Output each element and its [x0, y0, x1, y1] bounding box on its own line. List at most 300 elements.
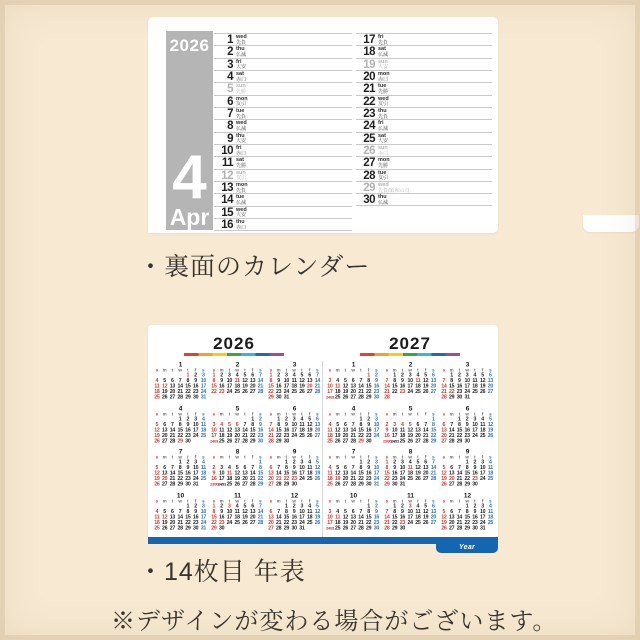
mini-date-cell: 18: [472, 383, 478, 389]
mini-date-cell: 11: [472, 377, 478, 384]
day-row: [356, 45, 492, 57]
mini-date-cell: 8: [458, 421, 461, 428]
mini-date-cell: 20: [161, 475, 168, 482]
mini-date-cell: 17: [226, 514, 233, 521]
day-weekday: tue: [378, 83, 387, 90]
mini-date-cell: 17: [479, 470, 486, 477]
mini-date-cell: 14: [384, 383, 390, 389]
mini-date-cell: 11: [415, 377, 421, 384]
mini-date-cell: 3: [481, 459, 484, 466]
mini-date-cell: 12: [334, 426, 341, 433]
mini-month-number: 5: [408, 404, 413, 412]
day-number: 17: [363, 34, 375, 46]
mini-date-cell: 18: [334, 388, 341, 395]
mini-date-cell: [233, 526, 241, 532]
mini-date-cell: 13: [314, 421, 321, 428]
mini-date-cell: 11: [407, 464, 413, 471]
mini-date-cell: 4: [401, 421, 404, 428]
mini-date-cell: 15: [456, 426, 463, 433]
mini-date-cell: 9: [401, 508, 404, 515]
mini-date-cell: 6: [442, 421, 446, 428]
day-rokuyo: 仏滅: [378, 200, 389, 206]
dow-header-cell: s: [212, 454, 216, 460]
mini-month: [383, 448, 438, 487]
dow-header-cell: f: [367, 498, 370, 504]
month-panel-number: 4: [172, 143, 207, 212]
mini-date-cell: [391, 395, 399, 401]
mini-date-cell: 12: [299, 377, 305, 384]
mini-month-number: 12: [463, 491, 472, 500]
mini-date-cell: 15: [391, 514, 398, 521]
dow-header-cell: w: [178, 454, 182, 460]
mini-date-cell: 26: [242, 388, 248, 395]
mini-date-cell: 6: [416, 421, 420, 428]
mini-date-cell: 21: [456, 519, 463, 526]
day-number: 26: [363, 145, 375, 158]
dow-header-cell: s: [316, 411, 319, 417]
mini-date-cell: 4: [308, 459, 311, 466]
mini-date-cell: [406, 526, 414, 532]
mini-date-cell: 13: [448, 470, 455, 477]
mini-month: [326, 361, 381, 400]
mini-date-cell: 16: [192, 383, 199, 389]
mini-date-cell: 27: [350, 394, 356, 400]
date-column-right: [356, 33, 492, 206]
mini-date-cell: [430, 395, 438, 401]
mini-date-cell: 7: [450, 421, 453, 428]
dow-header-cell: t: [417, 498, 419, 504]
day-rokuyo: 先勝: [236, 88, 247, 95]
mini-date-cell: 6: [351, 377, 355, 384]
mini-month-grid: [440, 499, 495, 532]
mini-date-cell: 12: [154, 470, 160, 477]
mini-date-cell: 1: [178, 459, 182, 466]
mini-month-grid: [326, 368, 381, 401]
mini-date-cell: 23: [373, 388, 380, 395]
mini-date-cell: 31: [299, 525, 305, 532]
mini-date-cell: 19: [161, 519, 168, 526]
mini-date-cell: 16: [384, 432, 390, 439]
mini-date-cell: 31: [192, 481, 199, 488]
day-rokuyo: 大安: [236, 212, 247, 218]
day-meta: [378, 183, 413, 194]
mini-date-cell: 27: [268, 481, 274, 488]
mini-date-cell: 3: [194, 415, 197, 422]
mini-date-cell: 18: [415, 514, 421, 521]
mini-date-cell: 6: [351, 508, 355, 515]
mini-date-cell: 21: [257, 514, 264, 521]
mini-date-cell: 3: [375, 415, 378, 422]
dow-header-cell: t: [458, 367, 461, 373]
dow-header-cell: s: [375, 498, 378, 504]
mini-date-cell: 25: [479, 432, 486, 439]
mini-date-cell: 25: [399, 437, 406, 444]
mini-date-cell: 16: [365, 470, 372, 477]
mini-date-cell: 21: [275, 475, 282, 482]
mini-date-cell: 27: [448, 525, 455, 532]
mini-date-cell: 20: [448, 475, 455, 482]
dow-header-cell: t: [401, 367, 404, 373]
mini-date-cell: 10: [192, 464, 199, 471]
dow-header-cell: m: [219, 411, 224, 417]
mini-date-cell: 19: [154, 432, 160, 439]
mini-date-cell: 10: [211, 426, 217, 433]
day-meta: [236, 146, 247, 157]
mini-date-cell: 28: [358, 394, 364, 400]
day-number: 30: [363, 194, 375, 207]
mini-date-cell: 1: [259, 459, 262, 466]
mini-date-cell: 22: [177, 432, 183, 439]
mini-date-cell: 22: [365, 519, 372, 526]
day-number: 20: [363, 71, 375, 84]
mini-date-cell: 3: [401, 459, 404, 466]
dow-header-cell: w: [408, 367, 412, 373]
mini-date-cell: 9: [220, 508, 223, 515]
day-number: 2: [227, 46, 233, 59]
mini-date-cell: 18: [234, 514, 240, 521]
mini-month-grid: [153, 411, 208, 444]
mini-date-cell: [314, 438, 322, 444]
mini-date-cell: 30: [472, 525, 478, 532]
day-row: [356, 119, 492, 131]
mini-date-cell: 31: [283, 394, 290, 400]
day-number: 29: [363, 182, 375, 195]
mini-date-cell: 20: [342, 475, 349, 482]
mini-date-cell: 14: [275, 514, 282, 521]
mini-date-cell: [249, 526, 257, 532]
mini-date-cell: 23: [399, 519, 406, 526]
mini-date-cell: 1: [393, 372, 396, 378]
dow-header-cell: f: [194, 454, 197, 460]
mini-month-grid: [383, 368, 438, 401]
mini-date-cell: 26: [487, 432, 494, 439]
mini-date-cell: 1: [432, 415, 435, 422]
mini-date-cell: 29: [177, 481, 183, 488]
day-weekday: sat: [378, 46, 386, 53]
mini-date-cell: 4: [300, 415, 304, 422]
mini-date-cell: 6: [269, 464, 273, 471]
mini-date-cell: 6: [171, 508, 174, 515]
dow-header-cell: s: [269, 454, 273, 460]
mini-date-cell: 16: [399, 514, 406, 521]
day-weekday: tue: [236, 108, 245, 115]
mini-date-cell: 26: [342, 525, 349, 532]
mini-date-cell: 30: [275, 394, 282, 400]
mini-date-cell: 8: [277, 421, 280, 428]
mini-date-cell: 18: [154, 388, 160, 395]
dow-header-cell: t: [401, 454, 404, 460]
dow-header-cell: m: [219, 454, 224, 460]
day-rokuyo: 大安: [378, 138, 389, 144]
mini-date-cell: 31: [479, 525, 486, 532]
mini-date-cell: 7: [259, 372, 262, 378]
mini-date-cell: 8: [178, 421, 182, 428]
mini-date-cell: 23: [291, 519, 297, 526]
day-rokuyo: 赤口: [236, 224, 247, 231]
mini-date-cell: 2: [292, 459, 296, 466]
mini-date-cell: 24/31: [210, 438, 219, 444]
dow-header-cell: t: [301, 498, 303, 504]
day-number: 5: [227, 83, 233, 96]
dow-header-cell: w: [235, 454, 239, 460]
mini-date-cell: 11: [299, 421, 305, 428]
mini-date-cell: 17: [200, 383, 207, 389]
mini-date-cell: 8: [186, 508, 190, 515]
mini-date-cell: [200, 438, 208, 444]
dow-header-cell: f: [424, 454, 427, 460]
day-number: 7: [227, 108, 233, 121]
mini-month-number: 6: [292, 404, 297, 412]
dow-header-cell: t: [360, 411, 362, 417]
mini-date-cell: 27: [161, 437, 168, 444]
mini-date-cell: 9: [285, 421, 288, 428]
mini-date-cell: 21: [448, 432, 455, 439]
mini-date-cell: 20: [487, 383, 494, 389]
mini-date-cell: 15: [464, 470, 470, 477]
dow-header-cell: m: [449, 367, 454, 373]
mini-date-cell: [257, 526, 265, 532]
mini-date-cell: 5: [228, 421, 231, 428]
mini-date-cell: 22: [391, 519, 398, 526]
mini-date-cell: 24: [373, 432, 380, 439]
mini-date-cell: 11: [335, 514, 341, 521]
mini-date-cell: [422, 395, 430, 401]
dow-header-cell: f: [367, 411, 370, 417]
mini-month-number: 1: [178, 360, 183, 368]
mini-date-cell: 21: [350, 432, 356, 439]
mini-date-cell: 7: [432, 459, 435, 466]
dow-header-cell: m: [449, 498, 454, 504]
mini-date-cell: 25: [472, 388, 478, 395]
day-rokuyo: 大安: [236, 138, 247, 144]
mini-date-cell: 14: [358, 383, 364, 389]
day-meta: [378, 72, 390, 83]
mini-date-cell: 11: [487, 464, 493, 471]
mini-date-cell: 1: [285, 459, 288, 466]
mini-date-cell: 5: [344, 377, 347, 384]
mini-date-cell: 25: [291, 388, 297, 395]
mini-date-cell: 7: [385, 377, 389, 384]
dow-header-cell: s: [432, 411, 435, 417]
mini-date-cell: 19: [334, 475, 341, 482]
mini-date-cell: 1: [212, 503, 216, 510]
mini-date-cell: [430, 526, 438, 532]
mini-date-cell: 3: [375, 459, 378, 466]
mini-date-cell: 16: [464, 426, 470, 433]
day-rokuyo: 仏滅: [378, 51, 389, 58]
dow-header-cell: t: [360, 498, 362, 504]
mini-date-cell: 19: [314, 514, 321, 521]
mini-date-cell: 9: [186, 421, 190, 428]
mini-date-cell: 21: [384, 519, 390, 526]
caption-back-side: ・裏面のカレンダー: [138, 253, 371, 281]
mini-month-grid: [440, 455, 495, 488]
mini-date-cell: [422, 526, 430, 532]
mini-date-cell: 25: [334, 394, 341, 400]
mini-date-cell: 24: [399, 475, 406, 482]
mini-month: [267, 448, 322, 487]
mini-date-cell: 13: [430, 377, 437, 384]
day-weekday: sun: [236, 83, 246, 90]
dow-header-cell: t: [244, 411, 246, 417]
mini-month-grid: [210, 499, 265, 532]
dow-header-cell: f: [308, 367, 311, 373]
mini-date-cell: 15: [365, 514, 372, 521]
mini-date-cell: 8: [465, 464, 469, 471]
day-meta: [236, 72, 247, 83]
mini-date-cell: 26: [342, 394, 349, 400]
mini-date-cell: 6: [432, 503, 435, 510]
dow-header-cell: t: [458, 411, 461, 417]
mini-date-cell: 12: [422, 508, 429, 515]
mini-date-cell: 27: [441, 437, 447, 444]
mini-date-cell: [414, 526, 422, 532]
mini-date-cell: 27: [314, 432, 321, 439]
dow-header-cell: t: [401, 411, 404, 417]
mini-date-cell: 22: [211, 519, 217, 526]
day-weekday: tue: [236, 194, 245, 201]
mini-date-cell: 26: [226, 437, 233, 444]
mini-date-cell: 24: [479, 519, 486, 526]
mini-date-cell: 30: [291, 525, 297, 532]
mini-date-cell: 22: [257, 475, 264, 482]
mini-date-cell: 15: [185, 514, 191, 521]
page-corner-tab: [583, 215, 639, 232]
mini-date-cell: 31: [399, 481, 406, 488]
mini-date-cell: 14: [358, 514, 364, 521]
mini-date-cell: 19: [422, 383, 429, 389]
mini-date-cell: 14: [257, 377, 264, 384]
dow-header-cell: m: [162, 498, 167, 504]
dow-header-cell: w: [465, 498, 469, 504]
mini-date-cell: 14: [350, 426, 356, 433]
dow-header-cell: m: [276, 454, 281, 460]
mini-date-cell: 12: [415, 464, 421, 471]
mini-date-cell: 2: [220, 503, 223, 510]
mini-date-cell: 2: [186, 415, 190, 422]
day-meta: [378, 121, 389, 132]
mini-date-cell: 19: [415, 470, 421, 477]
mini-date-cell: 6: [308, 372, 311, 378]
mini-date-cell: 21: [358, 388, 364, 395]
day-rokuyo: 先負: [236, 113, 247, 120]
dow-header-cell: f: [308, 498, 311, 504]
mini-date-cell: 27: [249, 519, 256, 526]
mini-date-cell: 5: [316, 459, 319, 466]
mini-date-cell: 11: [307, 464, 313, 471]
day-number: 8: [227, 120, 233, 133]
day-row: [356, 181, 492, 193]
mini-date-cell: 25: [327, 437, 333, 444]
mini-date-cell: 19: [161, 388, 168, 395]
mini-date-cell: 4: [336, 508, 339, 515]
mini-date-cell: 25: [234, 388, 240, 395]
mini-date-cell: 15: [257, 470, 264, 477]
mini-date-cell: 24: [299, 519, 305, 526]
dow-header-cell: f: [481, 411, 484, 417]
mini-date-cell: 20: [342, 432, 349, 439]
mini-date-cell: 6: [316, 415, 319, 422]
day-weekday: fri: [236, 145, 242, 152]
mini-date-cell: 22: [177, 475, 183, 482]
mini-date-cell: 21: [169, 432, 176, 439]
dow-header-cell: f: [251, 498, 254, 504]
mini-date-cell: 23: [283, 432, 290, 439]
day-number: 19: [363, 58, 375, 71]
mini-date-cell: 8: [212, 508, 216, 515]
mini-date-cell: 24: [407, 388, 413, 395]
mini-date-cell: [471, 395, 479, 401]
dow-header-cell: s: [442, 498, 446, 504]
dow-header-cell: s: [385, 454, 389, 460]
mini-month-number: 7: [351, 447, 356, 456]
day-number: 21: [363, 83, 375, 96]
mini-date-cell: 15: [430, 426, 437, 433]
mini-date-cell: 23: [472, 475, 478, 482]
mini-date-cell: 25: [415, 388, 421, 395]
mini-date-cell: 3: [328, 377, 332, 384]
mini-month-number: 12: [290, 491, 299, 500]
mini-date-cell: 13: [441, 426, 447, 433]
mini-date-cell: 8: [393, 377, 396, 384]
mini-date-cell: 27: [430, 388, 437, 395]
mini-date-cell: 15: [448, 383, 455, 389]
mini-date-cell: 29: [448, 394, 455, 400]
mini-date-cell: 28: [430, 475, 437, 482]
day-rokuyo: 先負/昭和の日: [378, 187, 410, 194]
mini-date-cell: 2: [186, 459, 190, 466]
dow-header-cell: m: [449, 454, 454, 460]
mini-date-cell: 12: [242, 377, 248, 384]
mini-date-cell: 8: [432, 421, 435, 428]
day-row: [356, 132, 492, 144]
dow-header-cell: f: [367, 367, 370, 373]
mini-date-cell: 23: [456, 388, 463, 395]
mini-date-cell: 30: [373, 525, 380, 532]
day-meta: [236, 195, 247, 206]
day-number: 14: [221, 194, 233, 207]
mini-date-cell: 8: [285, 464, 288, 471]
mini-month-number: 10: [349, 491, 358, 500]
mini-date-cell: 13: [234, 426, 240, 433]
mini-date-cell: 30: [283, 437, 290, 444]
mini-month-number: 2: [235, 360, 240, 368]
mini-date-cell: 20: [169, 519, 176, 526]
mini-date-cell: 21: [257, 383, 264, 389]
day-weekday: mon: [236, 182, 248, 189]
day-meta: [236, 121, 247, 132]
mini-date-cell: 5: [235, 464, 239, 471]
mini-date-cell: 12: [342, 514, 349, 521]
mini-date-cell: 5: [344, 508, 347, 515]
mini-date-cell: 10: [226, 508, 233, 515]
mini-date-cell: 9: [212, 470, 216, 477]
mini-date-cell: 7: [458, 508, 461, 515]
day-row: [214, 119, 352, 131]
mini-month-number: 3: [292, 360, 297, 368]
mini-date-cell: 18: [218, 432, 225, 439]
dow-header-cell: f: [424, 498, 427, 504]
mini-date-cell: 9: [375, 377, 378, 384]
dow-header-cell: s: [155, 454, 159, 460]
dow-header-cell: t: [187, 411, 189, 417]
day-row: [356, 169, 492, 181]
mini-month-number: 1: [351, 360, 356, 368]
mini-date-cell: 20: [249, 383, 256, 389]
dow-header-cell: f: [308, 411, 311, 417]
dow-header-cell: s: [155, 498, 159, 504]
dow-header-cell: s: [316, 498, 319, 504]
